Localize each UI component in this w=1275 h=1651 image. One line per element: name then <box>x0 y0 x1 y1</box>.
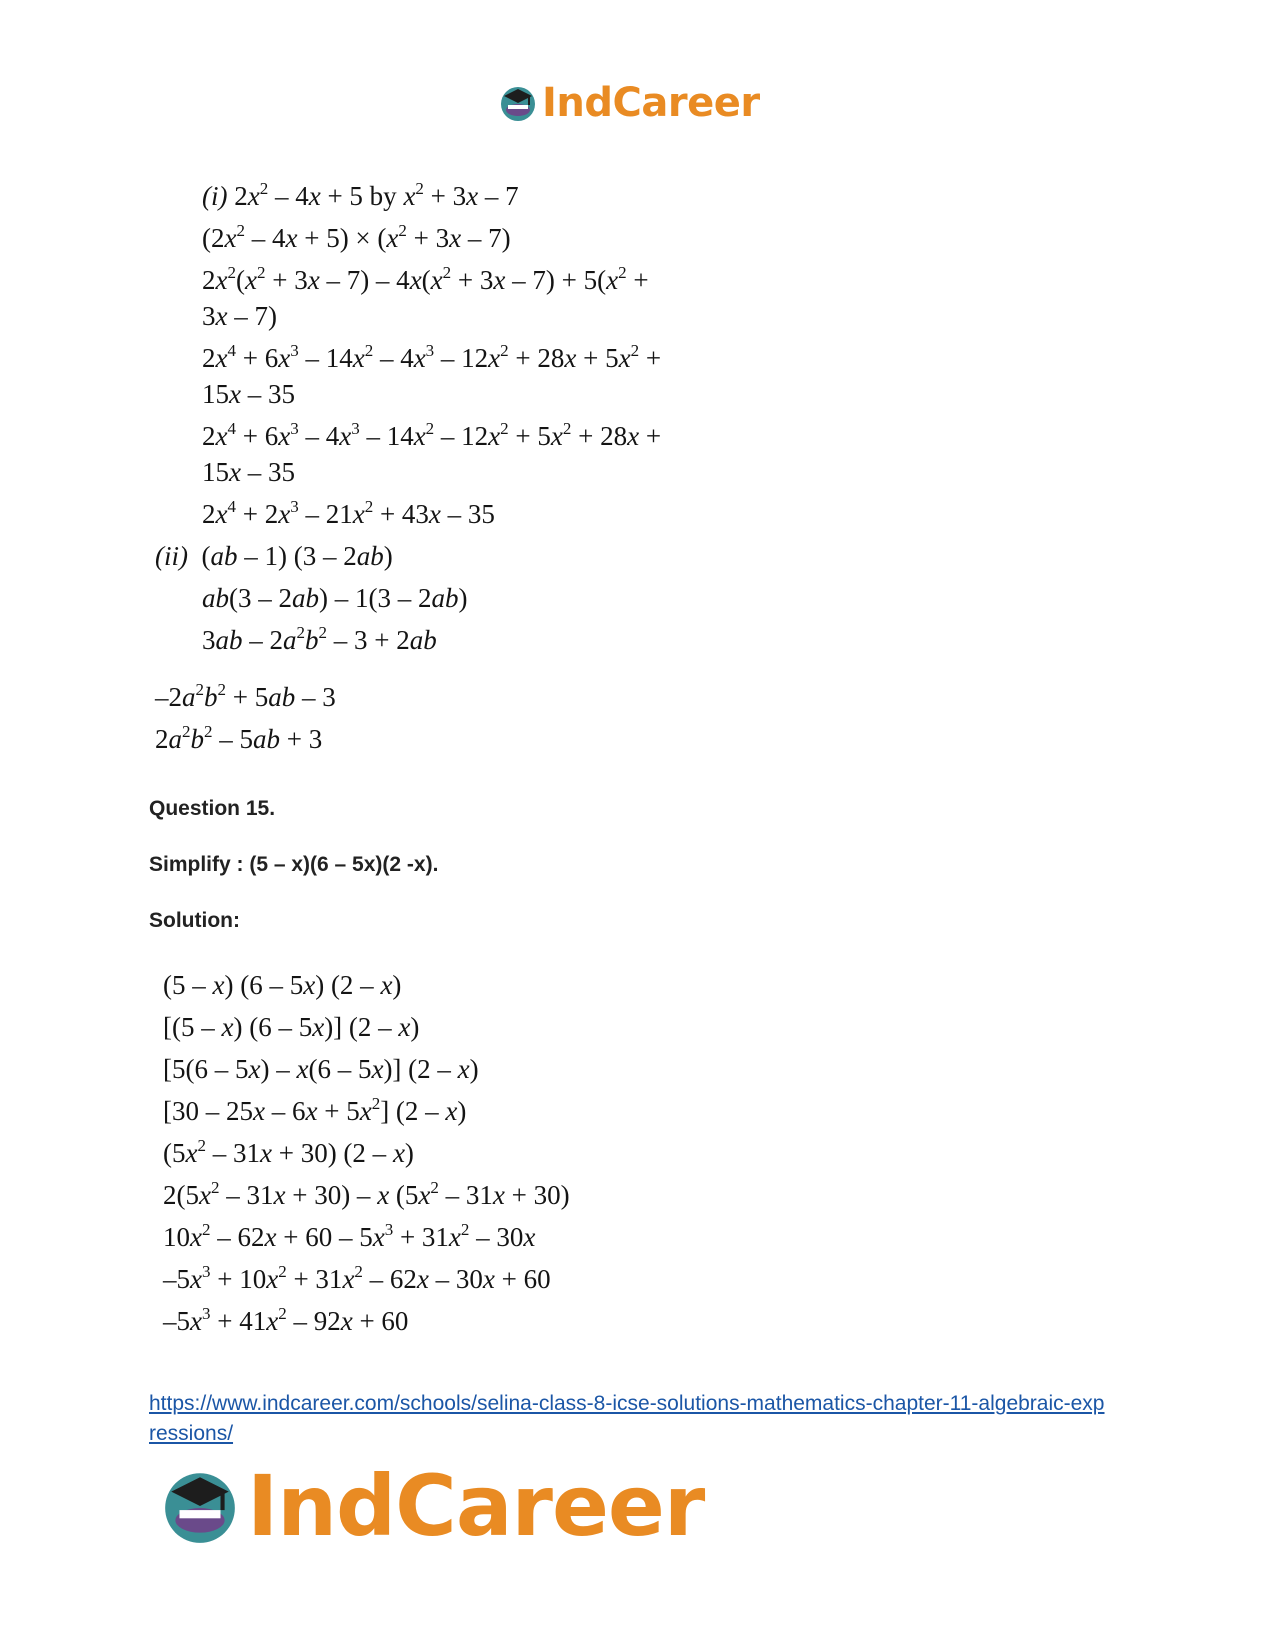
math-line: $3ab - 2a^2b^2 - 3 + 2ab$ <box>202 623 437 655</box>
math-line: $2x^4 + 6x^3 - 14x^2 - 4x^3 - 12x^2 + 28x + 5x^2$ + <box>202 341 662 373</box>
logo-wordmark: IndCareer <box>542 80 760 126</box>
math-line: (ii) (ab – 1) (3 – 2ab) <box>155 541 393 571</box>
math-line: $2x^4 + 2x^3 - 21x^2 + 43x - 35$ <box>202 497 495 529</box>
math-line: (5 – x) (6 – 5x) (2 – x) <box>163 970 402 1000</box>
math-line: $2a^2b^2 - 5ab + 3$ <box>155 722 323 754</box>
math-line: $-2a^2b^2 + 5ab - 3$ <box>155 680 336 712</box>
math-line: $[30 - 25x - 6x + 5x^2]$ (2 – x) <box>163 1094 467 1126</box>
math-line: ab(3 – 2ab) – 1(3 – 2ab) <box>202 583 468 613</box>
math-line: $2(5x^2 - 31x + 30) - x$ $(5x^2 - 31x + 30)$ <box>163 1178 570 1210</box>
math-line: $(2x^2 - 4x + 5) \times (x^2 + 3x - 7)$ <box>202 221 511 253</box>
graduation-cap-icon <box>498 83 538 123</box>
math-line: $-5x^3 + 41x^2 - 92x + 60$ <box>163 1304 409 1336</box>
source-link[interactable]: https://www.indcareer.com/schools/selina-class-8-icse-solutions-mathematics-chapter-11-algebraic-expressions/ <box>149 1392 1105 1445</box>
math-line: [5(6 – 5x) – x(6 – 5x)] (2 – x) <box>163 1054 479 1084</box>
graduation-cap-icon <box>159 1465 241 1547</box>
solution-label: Solution: <box>149 909 240 932</box>
math-line: $-5x^3 + 10x^2 + 31x^2 - 62x - 30x + 60$ <box>163 1262 551 1294</box>
math-line: 15x – 35 <box>202 457 295 487</box>
math-line: 15x – 35 <box>202 379 295 409</box>
logo-wordmark: IndCareer <box>247 1457 705 1555</box>
math-line: $10x^2 - 62x + 60 - 5x^3 + 31x^2 - 30x$ <box>163 1220 536 1252</box>
math-line: [(5 – x) (6 – 5x)] (2 – x) <box>163 1012 420 1042</box>
math-line: $(5x^2 - 31x + 30)$ (2 – x) <box>163 1136 414 1168</box>
math-line: (i) $2x^2 - 4x + 5$ by $x^2 + 3x - 7$ <box>202 179 519 211</box>
indcareer-logo-top <box>498 80 760 126</box>
question-title: Question 15. <box>149 797 276 820</box>
indcareer-logo-bottom <box>159 1457 705 1555</box>
math-line: 3x – 7) <box>202 301 277 331</box>
math-line: $2x^2(x^2 + 3x - 7) - 4x(x^2 + 3x - 7) + 5(x^2$ + <box>202 263 649 295</box>
question-prompt: Simplify : (5 – x)(6 – 5x)(2 -x). <box>149 853 439 876</box>
math-line: $2x^4 + 6x^3 - 4x^3 - 14x^2 - 12x^2 + 5x^2 + 28x$ + <box>202 419 662 451</box>
